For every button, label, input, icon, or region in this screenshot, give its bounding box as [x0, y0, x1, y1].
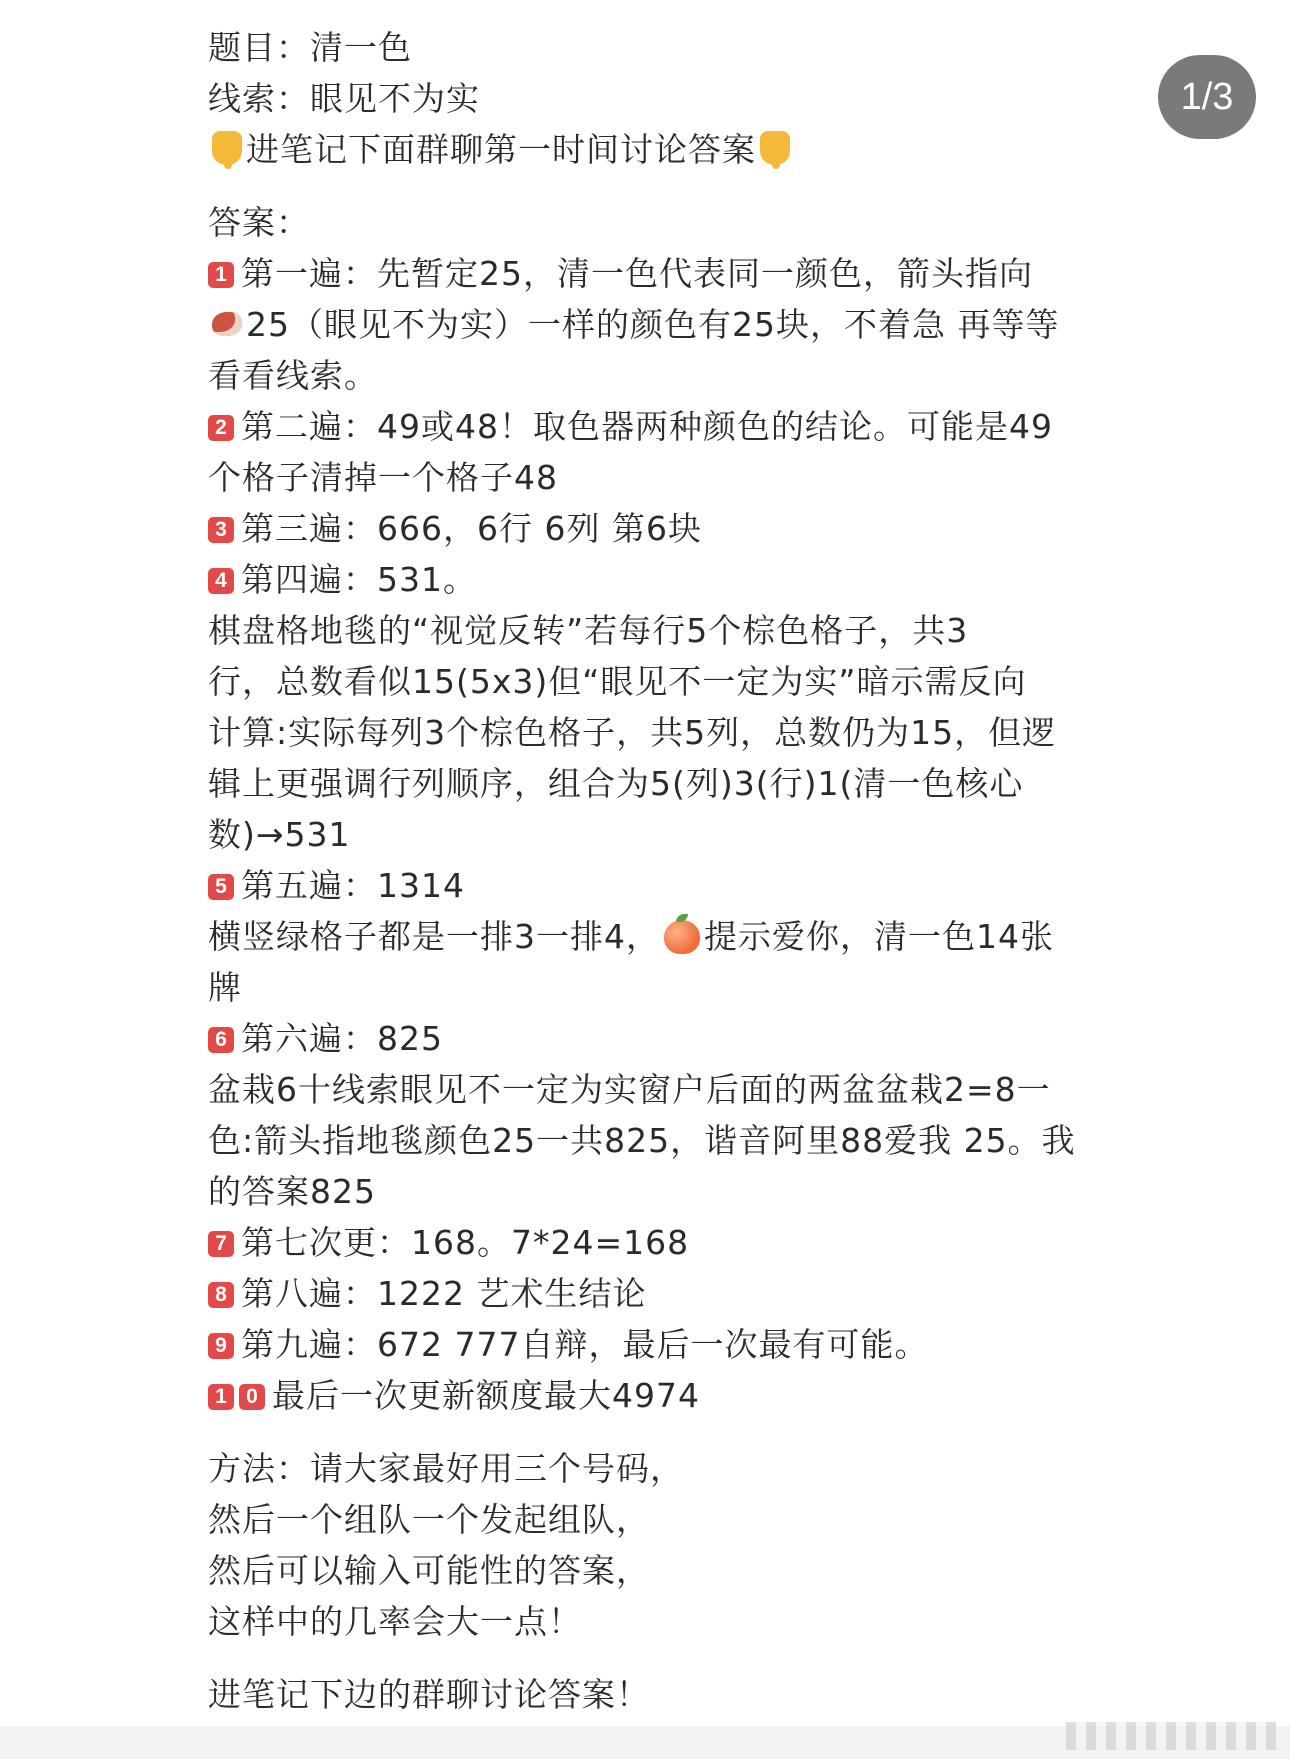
- answer-text: 横竖绿格子都是一排3一排4，: [208, 917, 660, 956]
- answer-text: 第一遍：先暂定25，清一色代表同一颜色，箭头指向: [241, 254, 1033, 293]
- answer-text: 第四遍：531。: [241, 560, 477, 599]
- number-badge: 4: [208, 568, 234, 594]
- answer-line: [208, 1013, 1078, 1064]
- number-badge: 6: [208, 1027, 234, 1053]
- answer-text: 第二遍：49或48！取色器两种颜色的结论。可能是49: [241, 407, 1053, 446]
- number-badge: 2: [208, 415, 234, 441]
- answer-text: 第七次更：168。7*24=168: [241, 1223, 690, 1262]
- answer-line: [208, 1217, 1078, 1268]
- pointing-down-icon: [212, 131, 242, 165]
- answer-text: 最后一次更新额度最大4974: [272, 1376, 700, 1415]
- number-badge: 0: [239, 1384, 265, 1410]
- title-line: 题目：清一色: [208, 28, 412, 67]
- method-line: 然后一个组队一个发起组队，: [208, 1500, 650, 1539]
- pointing-down-icon: [760, 131, 790, 165]
- answer-line: [208, 503, 1078, 554]
- answer-line: [208, 1166, 1078, 1217]
- method-line: 方法：请大家最好用三个号码，: [208, 1449, 684, 1488]
- answer-line: [208, 962, 1078, 1013]
- clue-line: 线索：眼见不为实: [208, 79, 480, 118]
- answer-line: [208, 401, 1078, 452]
- answer-line: [208, 248, 1078, 299]
- cta-text: 进笔记下面群聊第一时间讨论答案: [246, 130, 756, 169]
- answer-text: 提示爱你，清一色14张: [704, 917, 1054, 956]
- answer-text: 第三遍：666，6行 6列 第6块: [241, 509, 702, 548]
- number-badge: 3: [208, 517, 234, 543]
- answer-line: [208, 809, 1078, 860]
- answer-text: 第六遍：825: [241, 1019, 443, 1058]
- number-badge: 1: [208, 262, 234, 288]
- method-list: [208, 1443, 1078, 1647]
- answer-line: [208, 1370, 1078, 1421]
- number-badge: 8: [208, 1282, 234, 1308]
- answer-line: [208, 656, 1078, 707]
- answer-text: 的答案825: [208, 1172, 376, 1211]
- answer-text: 色:箭头指地毯颜色25一共825，谐音阿里88爱我 25。我: [208, 1121, 1076, 1160]
- answer-text: 第八遍：1222 艺术生结论: [241, 1274, 647, 1313]
- answer-line: [208, 452, 1078, 503]
- answer-line: [208, 860, 1078, 911]
- answer-line: [208, 1319, 1078, 1370]
- answer-text: 计算:实际每列3个棕色格子，共5列，总数仍为15，但逻: [208, 713, 1057, 752]
- answer-line: [208, 758, 1078, 809]
- answer-text: 牌: [208, 968, 242, 1007]
- page-indicator[interactable]: 1/3: [1158, 55, 1256, 139]
- peach-icon: [664, 920, 700, 954]
- number-badge: 5: [208, 874, 234, 900]
- answer-text: 辑上更强调行列顺序，组合为5(列)3(行)1(清一色核心: [208, 764, 1024, 803]
- answer-heading: 答案：: [208, 203, 310, 242]
- answer-text: 第五遍：1314: [241, 866, 465, 905]
- answer-text: 第九遍：672 777自辩，最后一次最有可能。: [241, 1325, 929, 1364]
- answer-line: [208, 911, 1078, 962]
- number-badge: 7: [208, 1231, 234, 1257]
- answer-text: 25（眼见不为实）一样的颜色有25块，不着急 再等等: [246, 305, 1060, 344]
- watermark: [1066, 1722, 1276, 1750]
- answer-line: [208, 299, 1078, 350]
- number-badge: 9: [208, 1333, 234, 1359]
- note-content: [208, 22, 1078, 1720]
- number-badge: 1: [208, 1384, 234, 1410]
- footer-note: 进笔记下边的群聊讨论答案！: [208, 1675, 650, 1714]
- answer-text: 行，总数看似15(5x3)但“眼见不一定为实”暗示需反向: [208, 662, 1027, 701]
- method-line: 这样中的几率会大一点！: [208, 1602, 582, 1641]
- answer-text: 数)→531: [208, 815, 351, 854]
- cta-line: [208, 124, 1078, 175]
- answer-line: [208, 1268, 1078, 1319]
- answer-line: [208, 554, 1078, 605]
- answer-text: 看看线索。: [208, 356, 378, 395]
- meat-icon: [212, 312, 242, 336]
- answer-list: [208, 248, 1078, 1421]
- answer-line: [208, 707, 1078, 758]
- answer-text: 盆栽6十线索眼见不一定为实窗户后面的两盆盆栽2=8一: [208, 1070, 1051, 1109]
- answer-line: [208, 1115, 1078, 1166]
- method-line: 然后可以输入可能性的答案，: [208, 1551, 650, 1590]
- answer-text: 棋盘格地毯的“视觉反转”若每行5个棕色格子，共3: [208, 611, 969, 650]
- answer-line: [208, 605, 1078, 656]
- answer-line: [208, 1064, 1078, 1115]
- answer-text: 个格子清掉一个格子48: [208, 458, 558, 497]
- answer-line: [208, 350, 1078, 401]
